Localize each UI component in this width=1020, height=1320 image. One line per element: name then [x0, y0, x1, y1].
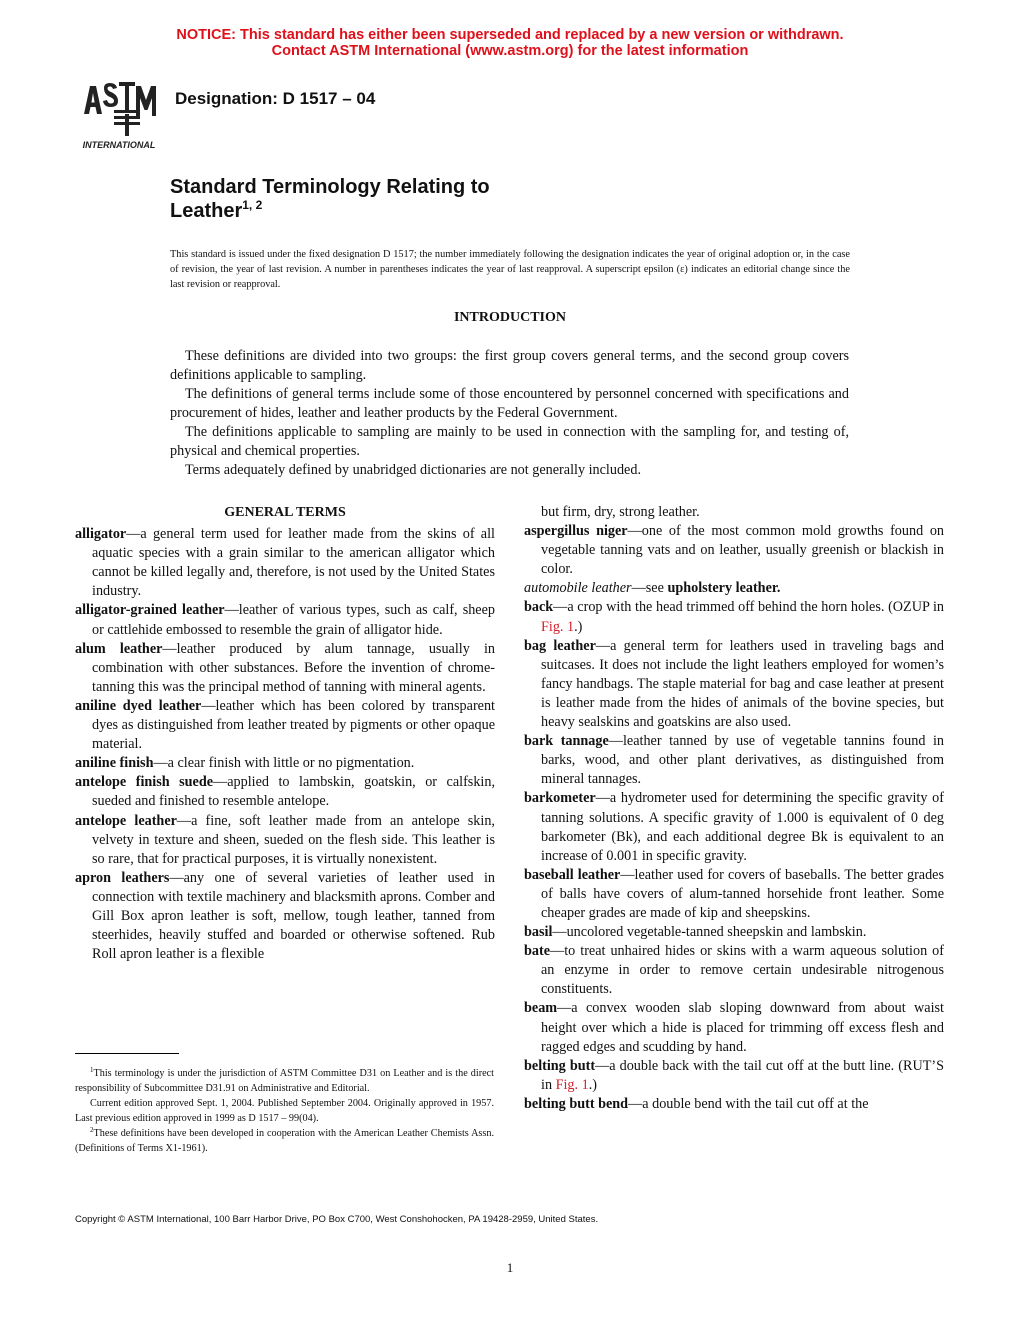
term: antelope leather: [75, 812, 177, 829]
definition: —a general term used for leather made from the skins of all aquatic species with a grain similar to the american alligator which cannot be killed legally and, therefore, is not used by the United States industry.: [92, 526, 495, 600]
figure-link[interactable]: Fig. 1: [541, 618, 575, 635]
definition: —a clear finish with little or no pigmentation.: [153, 755, 415, 772]
term: aniline dyed leather: [75, 697, 202, 714]
footnote-1-edition: Current edition approved Sept. 1, 2004. Published September 2004. Originally approved in 1957. Last previous edition approved in 1999 as D 1517 – 99(04).: [75, 1098, 494, 1124]
term: belting butt: [524, 1057, 596, 1074]
intro-paragraph: These definitions are divided into two groups: the first group covers general terms, and the second group covers definitions applicable to sampling.: [170, 348, 849, 383]
term-entry: [524, 637, 944, 732]
term-entry: [524, 522, 944, 579]
document-title: [170, 175, 670, 223]
term-entry: [75, 869, 495, 964]
definition: —a hydrometer used for determining the specific gravity of tanning solutions. A specific gravity of 1.000 is equivalent of 0 deg barkometer (Bk), and each additional degree Bk is equivalent to an increase of 0.001 in specific gravity.: [541, 790, 944, 864]
term: basil: [524, 924, 553, 941]
definition: —see: [631, 580, 668, 597]
title-superscript: 1, 2: [242, 198, 263, 212]
see-reference: upholstery leather.: [667, 580, 781, 597]
title-line-2: [170, 199, 670, 223]
term: automobile leather: [524, 580, 632, 597]
term: alligator-grained leather: [75, 602, 225, 619]
definition: —a double bend with the tail cut off at the: [628, 1095, 869, 1112]
definition: —leather of various types, such as calf, sheep or cattlehide embossed to resemble the grain of alligator hide.: [92, 602, 495, 638]
term-entry: [524, 866, 944, 923]
term-entry: [524, 1057, 944, 1095]
term-entry: [524, 923, 944, 942]
intro-paragraph: The definitions of general terms include some of those encountered by personnel concerned with specifications and procurement of hides, leather and leather products by the Federal Government.: [170, 386, 849, 421]
term-entry: [524, 789, 944, 865]
footnote-rule: [75, 1053, 179, 1054]
definition: —leather used for covers of baseballs. The better grades of balls have covers of alum-tanned horsehide front leather. Some cheaper grades are made of kip and sheepskins.: [541, 866, 944, 921]
term: alum leather: [75, 640, 163, 657]
figure-link[interactable]: Fig. 1: [555, 1076, 589, 1093]
term-entry: [75, 697, 495, 754]
term: bag leather: [524, 637, 596, 654]
term-entry: [524, 942, 944, 999]
term: antelope finish suede: [75, 774, 214, 791]
term-entry: [75, 773, 495, 811]
definition: —a convex wooden slab sloping downward from about waist height over which a hide is placed for trimming off excess flesh and ragged edges and scudding by hand.: [541, 1000, 944, 1055]
introduction-heading: INTRODUCTION: [453, 310, 566, 325]
definition-tail: .): [588, 1076, 597, 1093]
definition: —to treat unhaired hides or skins with a warm aqueous solution of an enzyme in order to remove certain undesirable nitrogenous constituents.: [541, 943, 944, 998]
title-word: Leather: [170, 200, 243, 222]
footnote-marker: 1: [90, 1066, 94, 1074]
footnotes: [75, 1066, 494, 1156]
logo-caption: INTERNATIONAL: [82, 140, 156, 150]
right-column: [524, 503, 944, 1114]
definition: —a general term for leathers used in traveling bags and suitcases. It does not include the light leathers employed for women’s fancy handbags. The staple material for bag and case leather at present is leather made from the hides of animals of the bovine species, but heavy sealskins and goatskins are also used.: [541, 637, 944, 731]
definition-tail: .): [574, 618, 583, 635]
term-entry: [75, 640, 495, 697]
term: bark tannage: [524, 733, 609, 750]
definition: —one of the most common mold growths found on vegetable tanning vats and on leather, usually greenish or blackish in color.: [541, 523, 945, 578]
term: barkometer: [524, 790, 596, 807]
intro-paragraph: The definitions applicable to sampling are mainly to be used in connection with the sampling for, and testing of, physical and chemical properties.: [170, 424, 849, 459]
copyright-line: Copyright © ASTM International, 100 Barr Harbor Drive, PO Box C700, West Conshohocken, PA 19428-2959, United States.: [75, 1214, 599, 1225]
footnote-text: These definitions have been developed in cooperation with the American Leather Chemists Assn. (Definitions of Terms X1-1961).: [75, 1128, 494, 1154]
footnote-marker: 2: [90, 1126, 94, 1134]
term: belting butt bend: [524, 1095, 629, 1112]
definition: —leather which has been colored by transparent dyes as distinguished from leather treated by pigments or other opaque material.: [92, 697, 495, 753]
term-entry: [524, 732, 944, 789]
left-column: [75, 503, 495, 964]
term: aniline finish: [75, 755, 154, 772]
supersede-notice: [0, 27, 1020, 59]
definition: —a double back with the tail cut off at the butt line. (RUT’S in: [541, 1057, 944, 1093]
footnote-1: [75, 1066, 494, 1096]
footnote-2: [75, 1126, 494, 1156]
designation: Designation: D 1517 – 04: [175, 89, 376, 108]
term-entry: [75, 601, 495, 639]
term-entry: [524, 598, 944, 636]
title-line-1: Standard Terminology Relating to: [170, 176, 490, 198]
footnote-text: This terminology is under the jurisdiction of ASTM Committee D31 on Leather and is the direct responsibility of Subcommittee D31.91 on Administrative and Editorial.: [75, 1068, 494, 1094]
term-entry: [524, 579, 944, 598]
definition: —applied to lambskin, goatskin, or calfskin, sueded and finished to resemble antelope.: [92, 774, 495, 810]
definition: —uncolored vegetable-tanned sheepskin and lambskin.: [552, 924, 867, 941]
definition: —a crop with the head trimmed off behind the horn holes. (OZUP in: [553, 599, 944, 616]
definition: —leather tanned by use of vegetable tannins found in barks, wood, and other plant derivatives, as distinguished from mineral tannages.: [541, 733, 944, 788]
page-number: 1: [506, 1260, 514, 1275]
term-entry: [524, 999, 944, 1056]
definition: —leather produced by alum tannage, usually in combination with other substances. Before the invention of chrome-tanning this was the principal method of tanning with mineral agents.: [92, 640, 495, 695]
introduction-body: [170, 347, 849, 480]
general-terms-heading: GENERAL TERMS: [224, 505, 346, 520]
term-entry: [524, 1095, 944, 1114]
term: baseball leather: [524, 866, 621, 883]
term-entry: [75, 525, 495, 601]
intro-paragraph: Terms adequately defined by unabridged dictionaries are not generally included.: [185, 462, 641, 478]
term-entry: [75, 754, 495, 773]
notice-line-2: Contact ASTM International (www.astm.org) for the latest information: [271, 43, 749, 59]
term: aspergillus niger: [524, 523, 628, 540]
astm-logo: [76, 74, 162, 152]
term: beam: [524, 1000, 558, 1017]
term: back: [524, 599, 554, 616]
term-entry: [75, 812, 495, 869]
definition: —a fine, soft leather made from an antelope skin, velvety in texture and sheen, sueded on the flesh side. This leather is so rare, that for practical purposes, it is virtually nonexistent.: [92, 812, 495, 867]
issued-note: This standard is issued under the fixed designation D 1517; the number immediately following the designation indicates the year of original adoption or, in the case of revision, the year of last revision. A number in parentheses indicates the year of last reapproval. A superscript epsilon (ε) indicates an editorial change since the last revision or reapproval.: [170, 249, 850, 290]
notice-line-1: NOTICE: This standard has either been superseded and replaced by a new version or withdrawn.: [176, 27, 844, 43]
definition: —any one of several varieties of leather used in connection with textile machinery and blacksmith aprons. Comber and Gill Box apron leather is soft, mellow, tough leather, tanned from steerhides, heavily stuffed and boarded or otherwise softened. Rub Roll apron leather is a flexible: [92, 869, 495, 963]
term: alligator: [75, 526, 127, 543]
term: bate: [524, 943, 551, 960]
definition-continuation: but firm, dry, strong leather.: [541, 504, 700, 520]
term: apron leathers: [75, 869, 170, 886]
